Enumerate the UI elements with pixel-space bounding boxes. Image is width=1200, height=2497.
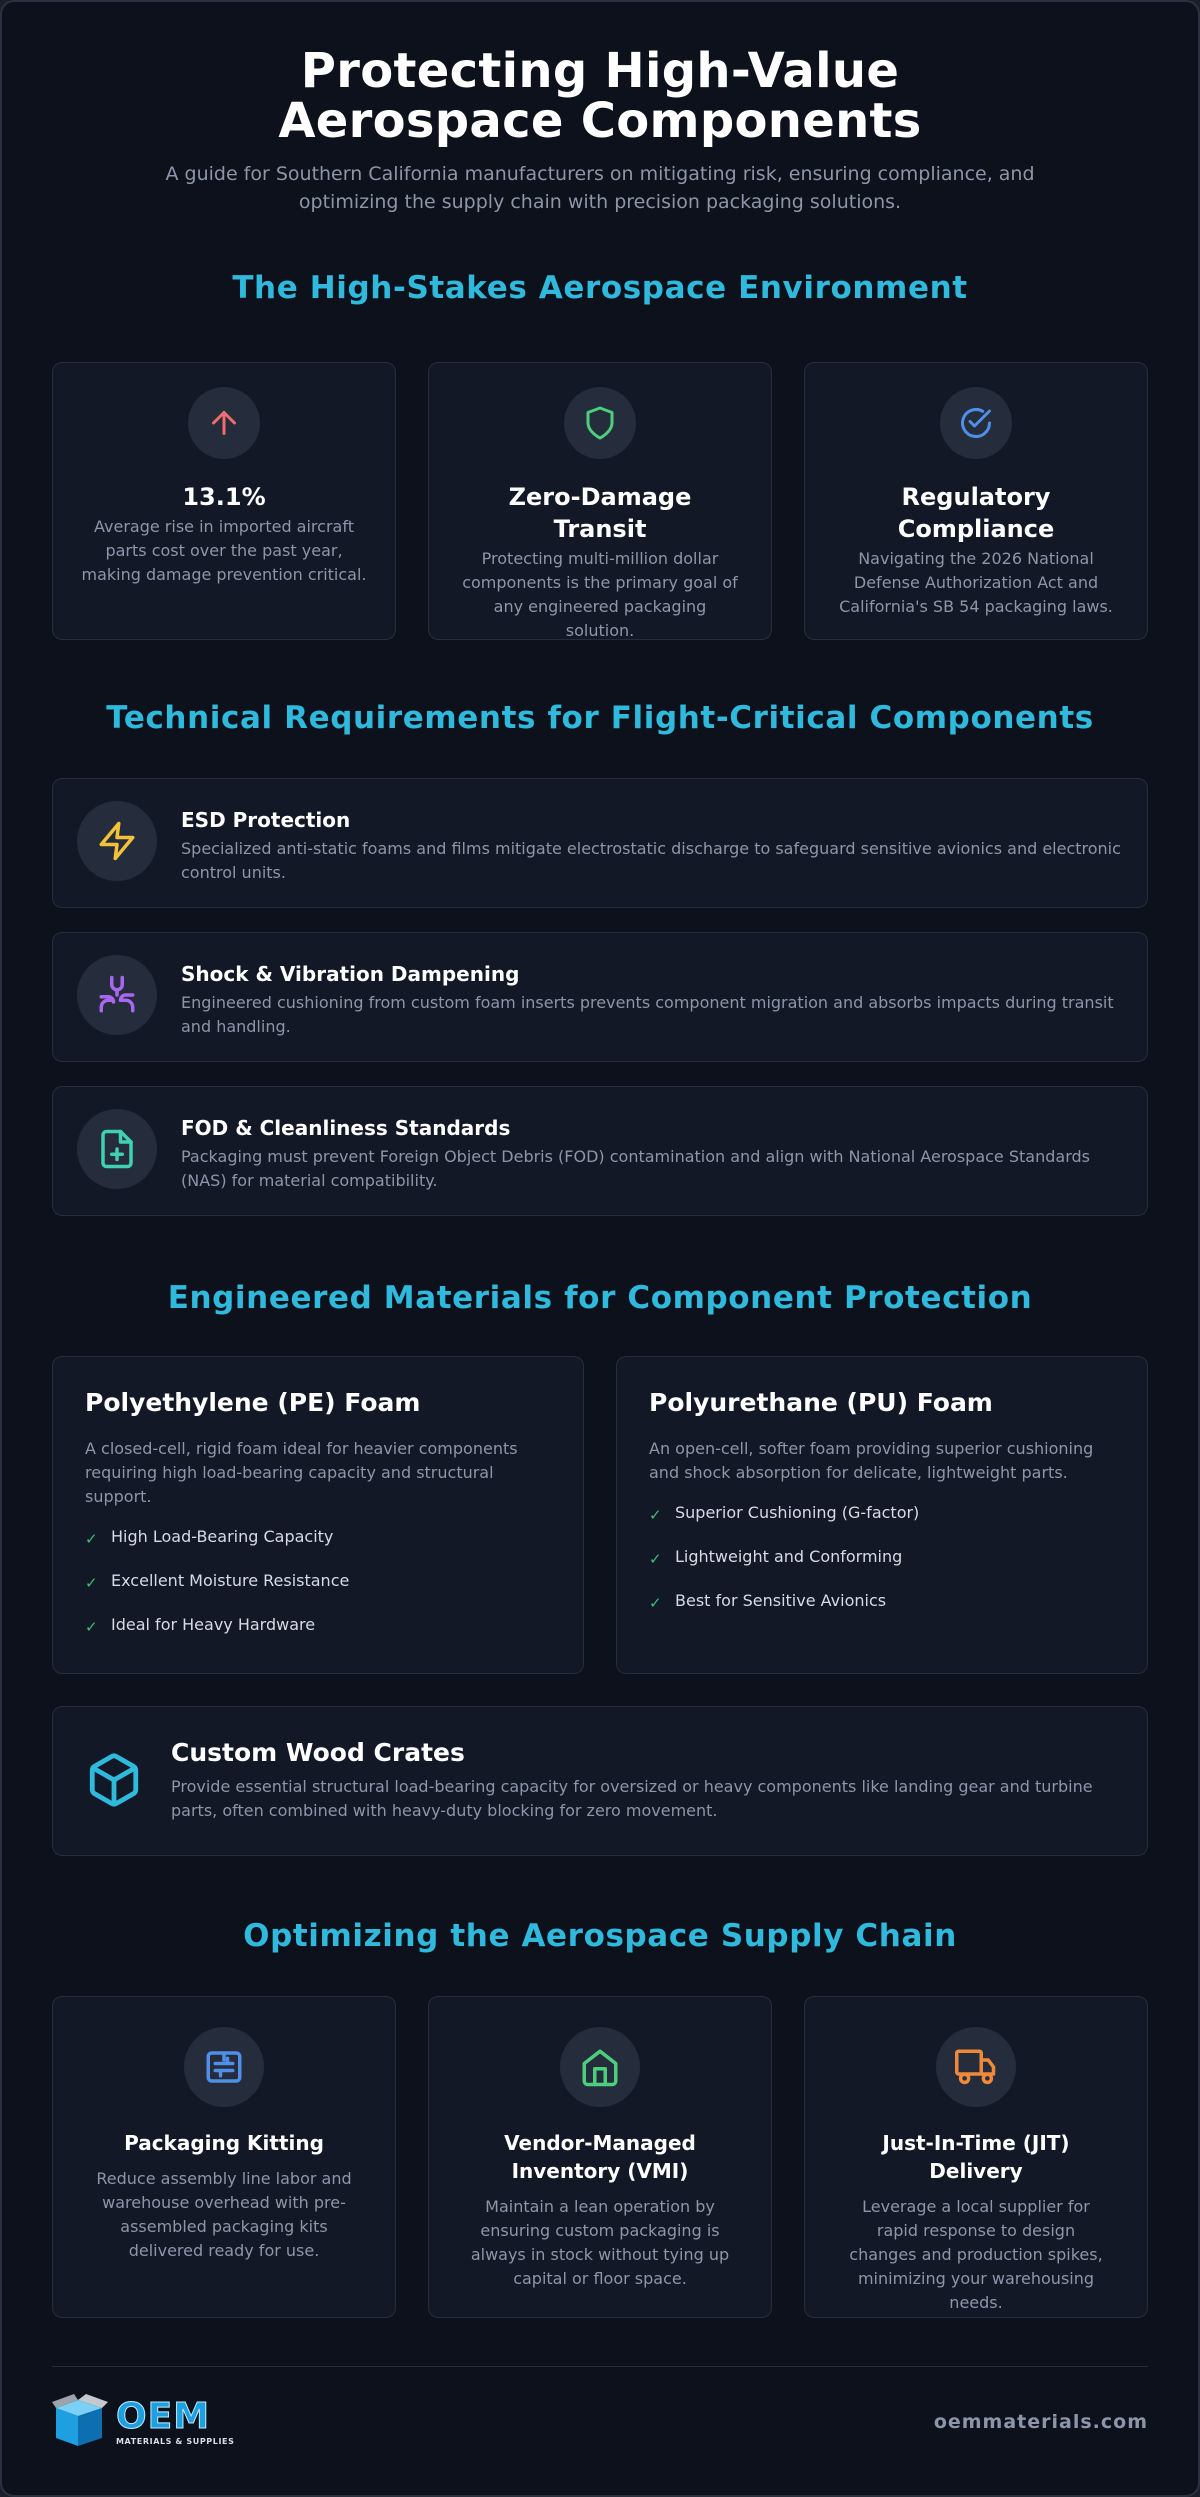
arrow-up-icon: [188, 387, 260, 459]
supply-card-jit: [804, 1996, 1148, 2318]
feature-item: [85, 1523, 551, 1551]
house-icon: [560, 2027, 640, 2107]
feature-item: [649, 1587, 1115, 1615]
requirement-description: Specialized anti-static foams and films mitigate electrostatic discharge to safeguard sensitive avionics and electronic control units.: [181, 839, 1121, 882]
truck-icon: [936, 2027, 1016, 2107]
requirement-title: ESD Protection: [181, 808, 351, 832]
lightning-icon: [77, 801, 157, 881]
stat-value: Regulatory Compliance: [897, 483, 1055, 543]
section-heading-requirements: Technical Requirements for Flight-Critical Components: [106, 700, 1094, 736]
feature-label: Best for Sensitive Avionics: [675, 1591, 887, 1610]
feature-label: Lightweight and Conforming: [675, 1547, 903, 1566]
requirement-description: Engineered cushioning from custom foam inserts prevents component migration and absorbs impacts during transit and handling.: [181, 993, 1114, 1036]
check-icon: ✓: [85, 1530, 98, 1548]
supply-card-kitting: [52, 1996, 396, 2318]
logo-box-icon: [52, 2394, 110, 2450]
stats-row: [52, 362, 1148, 640]
stat-card-transit: [428, 362, 772, 640]
requirement-title: FOD & Cleanliness Standards: [181, 1116, 511, 1140]
check-icon: ✓: [649, 1550, 662, 1568]
material-title: Custom Wood Crates: [171, 1738, 465, 1767]
supply-title: Vendor-Managed Inventory (VMI): [504, 2131, 696, 2183]
box-icon: [85, 1749, 143, 1811]
feature-list: [85, 1523, 551, 1639]
footer: [52, 2367, 1148, 2477]
feature-label: Ideal for Heavy Hardware: [111, 1615, 316, 1634]
materials-row: [52, 1356, 1148, 1674]
section-heading-environment: The High-Stakes Aerospace Environment: [232, 270, 968, 306]
supply-title: Just-In-Time (JIT) Delivery: [882, 2131, 1070, 2183]
feature-item: [85, 1611, 551, 1639]
requirement-item-esd: [52, 778, 1148, 908]
requirements-list: [52, 778, 1148, 1216]
requirement-item-shock: [52, 932, 1148, 1062]
material-title: Polyurethane (PU) Foam: [649, 1388, 993, 1417]
stat-description: Average rise in imported aircraft parts cost over the past year, making damage prevention critical.: [81, 517, 367, 584]
check-icon: ✓: [85, 1574, 98, 1592]
logo-wordmark: OEM: [116, 2395, 211, 2437]
material-card-wood-crates: [52, 1706, 1148, 1856]
check-icon: ✓: [649, 1594, 662, 1612]
feature-list: [649, 1499, 1115, 1615]
material-card-pu-foam: [616, 1356, 1148, 1674]
company-logo[interactable]: [52, 2394, 234, 2450]
supply-description: Maintain a lean operation by ensuring custom packaging is always in stock without tying up capital or floor space.: [470, 2197, 730, 2288]
material-title: Polyethylene (PE) Foam: [85, 1388, 421, 1417]
badge-check-icon: [940, 387, 1012, 459]
feature-item: [649, 1543, 1115, 1571]
section-heading-materials: Engineered Materials for Component Protection: [167, 1280, 1033, 1316]
supply-row: [52, 1996, 1148, 2318]
material-description: An open-cell, softer foam providing superior cushioning and shock absorption for delicate, lightweight parts.: [649, 1439, 1094, 1482]
requirement-item-fod: [52, 1086, 1148, 1216]
website-link[interactable]: oemmaterials.com: [933, 2411, 1148, 2433]
feature-item: [649, 1499, 1115, 1527]
stat-value: 13.1%: [182, 483, 266, 511]
kit-icon: [184, 2027, 264, 2107]
file-plus-icon: [77, 1109, 157, 1189]
stat-card-cost: [52, 362, 396, 640]
shield-icon: [564, 387, 636, 459]
requirement-title: Shock & Vibration Dampening: [181, 962, 520, 986]
requirement-description: Packaging must prevent Foreign Object Debris (FOD) contamination and align with National Aerospace Standards (NAS) for material compatibility.: [181, 1147, 1090, 1190]
feature-item: [85, 1567, 551, 1595]
stat-description: Navigating the 2026 National Defense Authorization Act and California's SB 54 packaging laws.: [839, 549, 1113, 616]
stat-value: Zero-Damage Transit: [508, 483, 692, 543]
page-subtitle: A guide for Southern California manufacturers on mitigating risk, ensuring compliance, and optimizing the supply chain with precision packaging solutions.: [165, 163, 1035, 213]
feature-label: Superior Cushioning (G-factor): [675, 1503, 920, 1522]
dampening-icon: [77, 955, 157, 1035]
supply-description: Reduce assembly line labor and warehouse overhead with pre-assembled packaging kits delivered ready for use.: [96, 2169, 352, 2260]
supply-card-vmi: [428, 1996, 772, 2318]
supply-description: Leverage a local supplier for rapid response to design changes and production spikes, minimizing your warehousing needs.: [849, 2197, 1103, 2312]
material-description: Provide essential structural load-bearing capacity for oversized or heavy components like landing gear and turbine parts, often combined with heavy-duty blocking for zero movement.: [171, 1777, 1093, 1820]
feature-label: Excellent Moisture Resistance: [111, 1571, 350, 1590]
material-card-pe-foam: [52, 1356, 584, 1674]
feature-label: High Load-Bearing Capacity: [111, 1527, 334, 1546]
supply-title: Packaging Kitting: [124, 2131, 324, 2155]
section-heading-supply-chain: Optimizing the Aerospace Supply Chain: [243, 1918, 957, 1954]
stat-card-compliance: [804, 362, 1148, 640]
check-icon: ✓: [649, 1506, 662, 1524]
logo-tagline: MATERIALS & SUPPLIES: [116, 2436, 235, 2446]
stat-description: Protecting multi-million dollar components is the primary goal of any engineered packaging solution.: [462, 549, 738, 640]
check-icon: ✓: [85, 1618, 98, 1636]
material-description: A closed-cell, rigid foam ideal for heavier components requiring high load-bearing capacity and structural support.: [85, 1439, 518, 1506]
page-title: Protecting High-Value Aerospace Components: [278, 43, 922, 149]
